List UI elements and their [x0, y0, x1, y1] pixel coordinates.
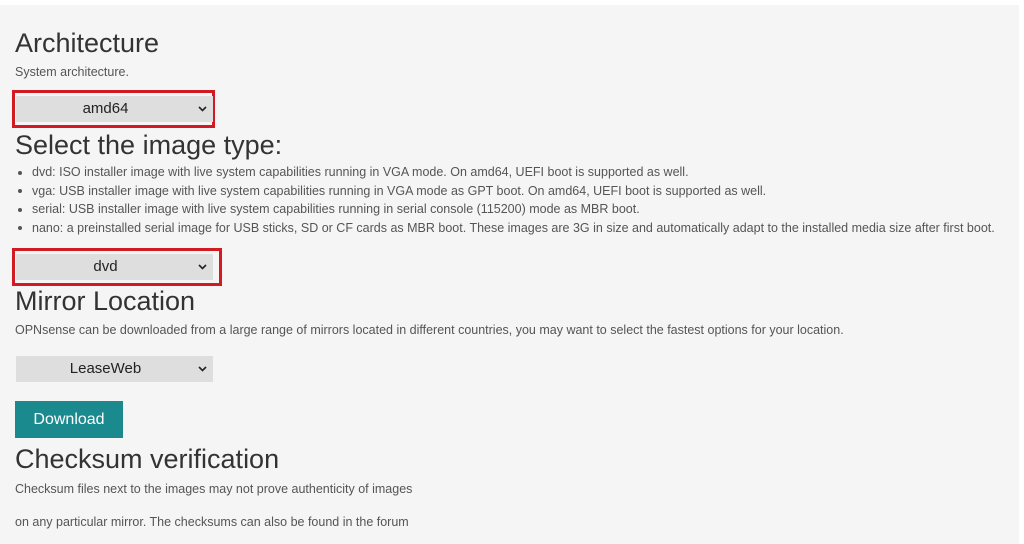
- checksum-text-line1: Checksum files next to the images may not prove authenticity of images: [15, 482, 413, 496]
- chevron-down-icon: [197, 96, 207, 122]
- list-item: vga: USB installer image with live system capabilities running in VGA mode as GPT boot. On amd64, UEFI boot is supported as well.: [15, 182, 1010, 201]
- chevron-down-icon: [197, 254, 207, 280]
- architecture-select-value: amd64: [82, 100, 129, 117]
- list-item: serial: USB installer image with live system capabilities running in serial console (115200) mode as MBR boot.: [15, 200, 1010, 219]
- architecture-description: System architecture.: [15, 65, 129, 79]
- chevron-down-icon: [197, 356, 207, 382]
- image-type-select[interactable]: [16, 254, 213, 280]
- mirror-select[interactable]: [16, 356, 213, 382]
- image-type-select-value: dvd: [93, 258, 118, 275]
- architecture-heading: Architecture: [15, 28, 160, 58]
- list-item: nano: a preinstalled serial image for USB sticks, SD or CF cards as MBR boot. These images are 3G in size and automatically adapt to the installed media size after first boot.: [15, 219, 1010, 238]
- mirror-heading: Mirror Location: [15, 286, 196, 316]
- mirror-description: OPNsense can be downloaded from a large range of mirrors located in different countries, you may want to select the fastest options for your location.: [15, 323, 844, 337]
- checksum-heading: Checksum verification: [15, 444, 280, 474]
- architecture-select[interactable]: [16, 96, 213, 122]
- download-button[interactable]: Download: [15, 401, 123, 438]
- list-item: dvd: ISO installer image with live system capabilities running in VGA mode. On amd64, UEFI boot is supported as well.: [15, 163, 1010, 182]
- checksum-text-line2: on any particular mirror. The checksums can also be found in the forum: [15, 515, 409, 529]
- image-type-list: [15, 163, 1010, 237]
- mirror-select-value: LeaseWeb: [69, 360, 142, 377]
- image-type-heading: Select the image type:: [15, 130, 283, 160]
